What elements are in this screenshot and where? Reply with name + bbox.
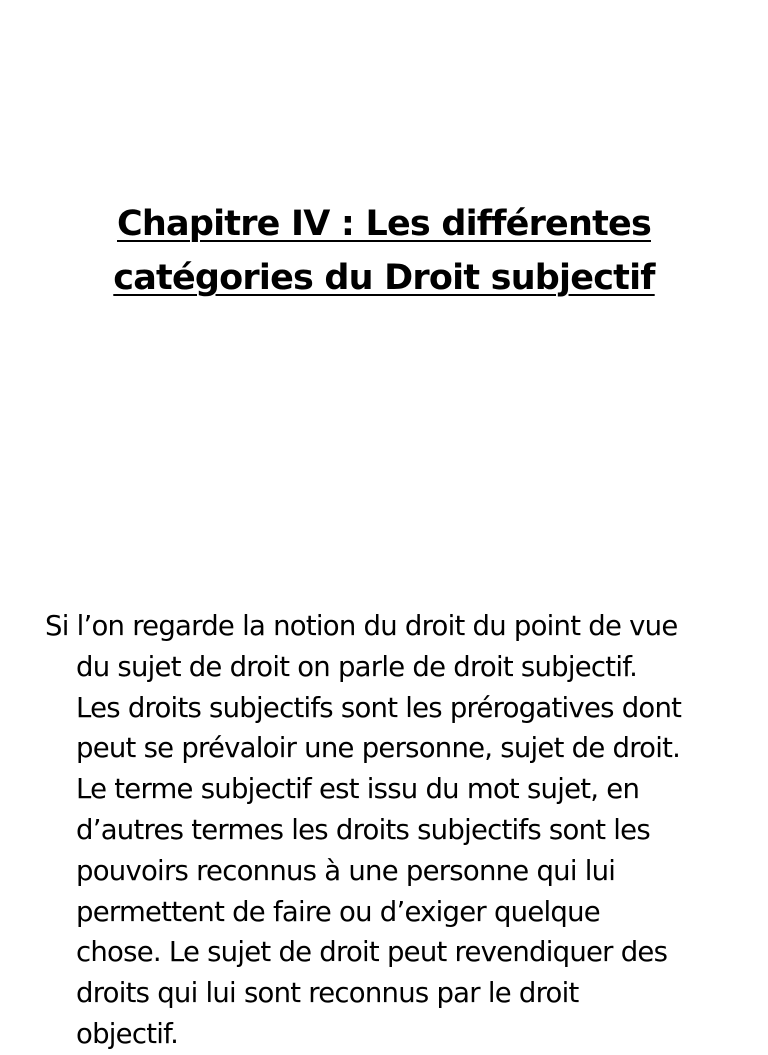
body-line: droits qui lui sont reconnus par le droit xyxy=(76,977,579,1010)
body-line: permettent de faire ou d’exiger quelque xyxy=(76,895,600,928)
body-line: peut se prévaloir une personne, sujet de droit. xyxy=(76,732,681,765)
body-line: objectif. xyxy=(76,1017,179,1050)
body-line: Si l’on regarde la notion du droit du point de vue xyxy=(45,610,678,642)
body-line: Les droits subjectifs sont les prérogatives dont xyxy=(76,691,682,724)
title-line-1: Chapitre IV : Les différentes xyxy=(117,204,651,244)
body-line: chose. Le sujet de droit peut revendiquer des xyxy=(76,936,668,969)
body-line: d’autres termes les droits subjectifs sont les xyxy=(76,813,650,846)
title-line-2: catégories du Droit subjectif xyxy=(113,258,655,298)
body-line: Le terme subjectif est issu du mot sujet, en xyxy=(76,773,640,806)
body-line: du sujet de droit on parle de droit subjectif. xyxy=(76,650,638,683)
slide-title xyxy=(60,197,708,305)
body-paragraph xyxy=(45,606,735,1055)
body-line: pouvoirs reconnus à une personne qui lui xyxy=(76,854,616,887)
